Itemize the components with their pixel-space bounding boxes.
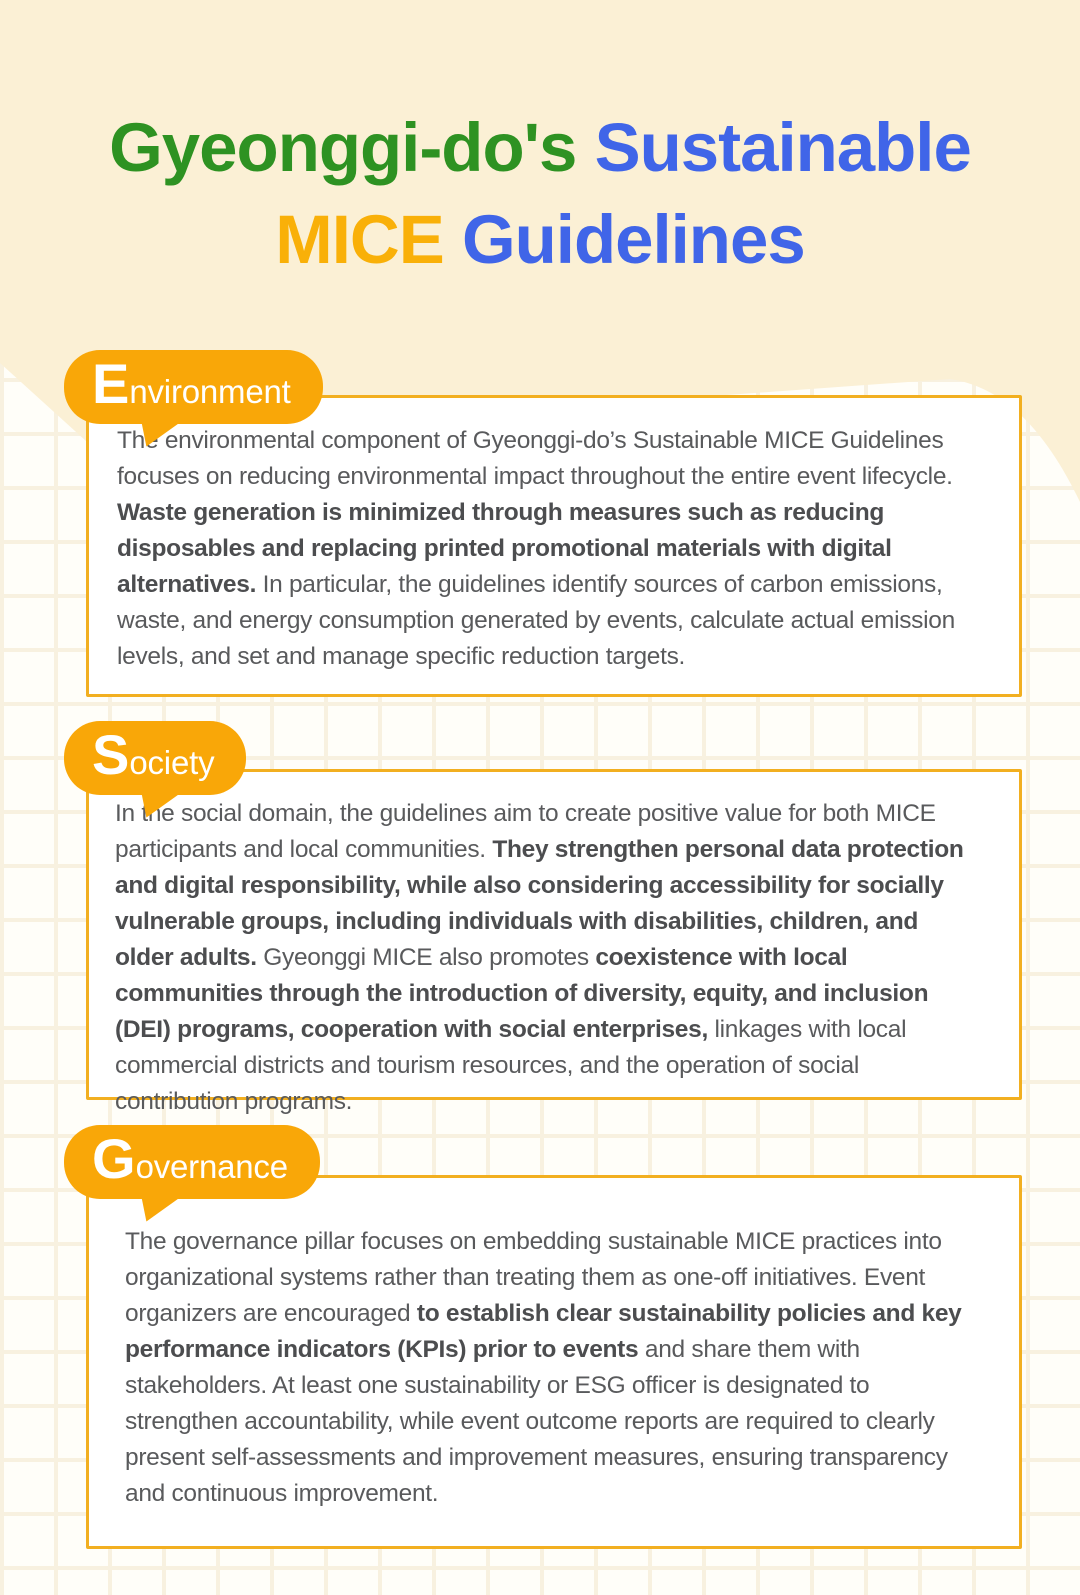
text-segment: In the social domain, the guidelines aim to create positive value for both MICE participants and local communities. [115,800,936,863]
text-segment: Gyeonggi-do's [109,109,595,186]
text-segment: Gyeonggi MICE also promotes [256,944,596,971]
society-paragraph [115,796,979,1120]
section-label-governance [64,1125,320,1199]
text-segment: Sustainable [594,109,971,186]
section-label-initial: S [92,723,130,786]
section-label-initial: G [92,1127,136,1190]
section-label-text: overnance [135,1148,288,1185]
text-segment: Waste generation is minimized through measures such as reducing disposables and replacing printed promotional materials with digital alternatives. [117,499,892,598]
text-segment: to establish clear sustainability policies and key performance indicators (KPIs) prior to events [125,1300,962,1363]
section-label-text: ociety [129,744,215,781]
text-segment: coexistence with local communities through the introduction of diversity, equity, and inclusion (DEI) programs, cooperation with social enterprises, [115,944,929,1043]
section-panel-governance [86,1175,1022,1549]
text-segment: The governance pillar focuses on embedding sustainable MICE practices into organizational systems rather than treating them as one-off initiatives. Event organizers are encouraged [125,1228,942,1327]
text-segment: MICE [275,201,462,278]
page-title-line-2 [0,194,1080,286]
section-label-society [64,721,246,795]
text-segment: They strengthen personal data protection and digital responsibility, while also considering accessibility for socially vulnerable groups, including individuals with disabilities, children, and older adults. [115,836,964,971]
text-segment: linkages with local commercial districts and tourism resources, and the operation of social contribution programs. [115,1016,907,1115]
text-segment: Guidelines [461,201,805,278]
text-segment: In particular, the guidelines identify sources of carbon emissions, waste, and energy consumption generated by events, calculate actual emission levels, and set and manage specific reduction targets. [117,571,955,670]
page-title [0,102,1080,286]
environment-paragraph [117,423,975,675]
section-panel-society [86,769,1022,1115]
page-title-line-1 [0,102,1080,194]
section-label-text: nvironment [129,373,291,410]
governance-paragraph [125,1224,975,1512]
section-label-initial: E [92,352,130,415]
section-panel-environment [86,395,1022,697]
section-label-environment [64,350,323,424]
text-segment: and share them with stakeholders. At least one sustainability or ESG officer is designated to strengthen accountability, while event outcome reports are required to clearly present self-assessments and improvement measures, ensuring transparency and continuous improvement. [125,1336,948,1507]
text-segment: The environmental component of Gyeonggi-do’s Sustainable MICE Guidelines focuses on reducing environmental impact throughout the entire event lifecycle. [117,427,953,490]
